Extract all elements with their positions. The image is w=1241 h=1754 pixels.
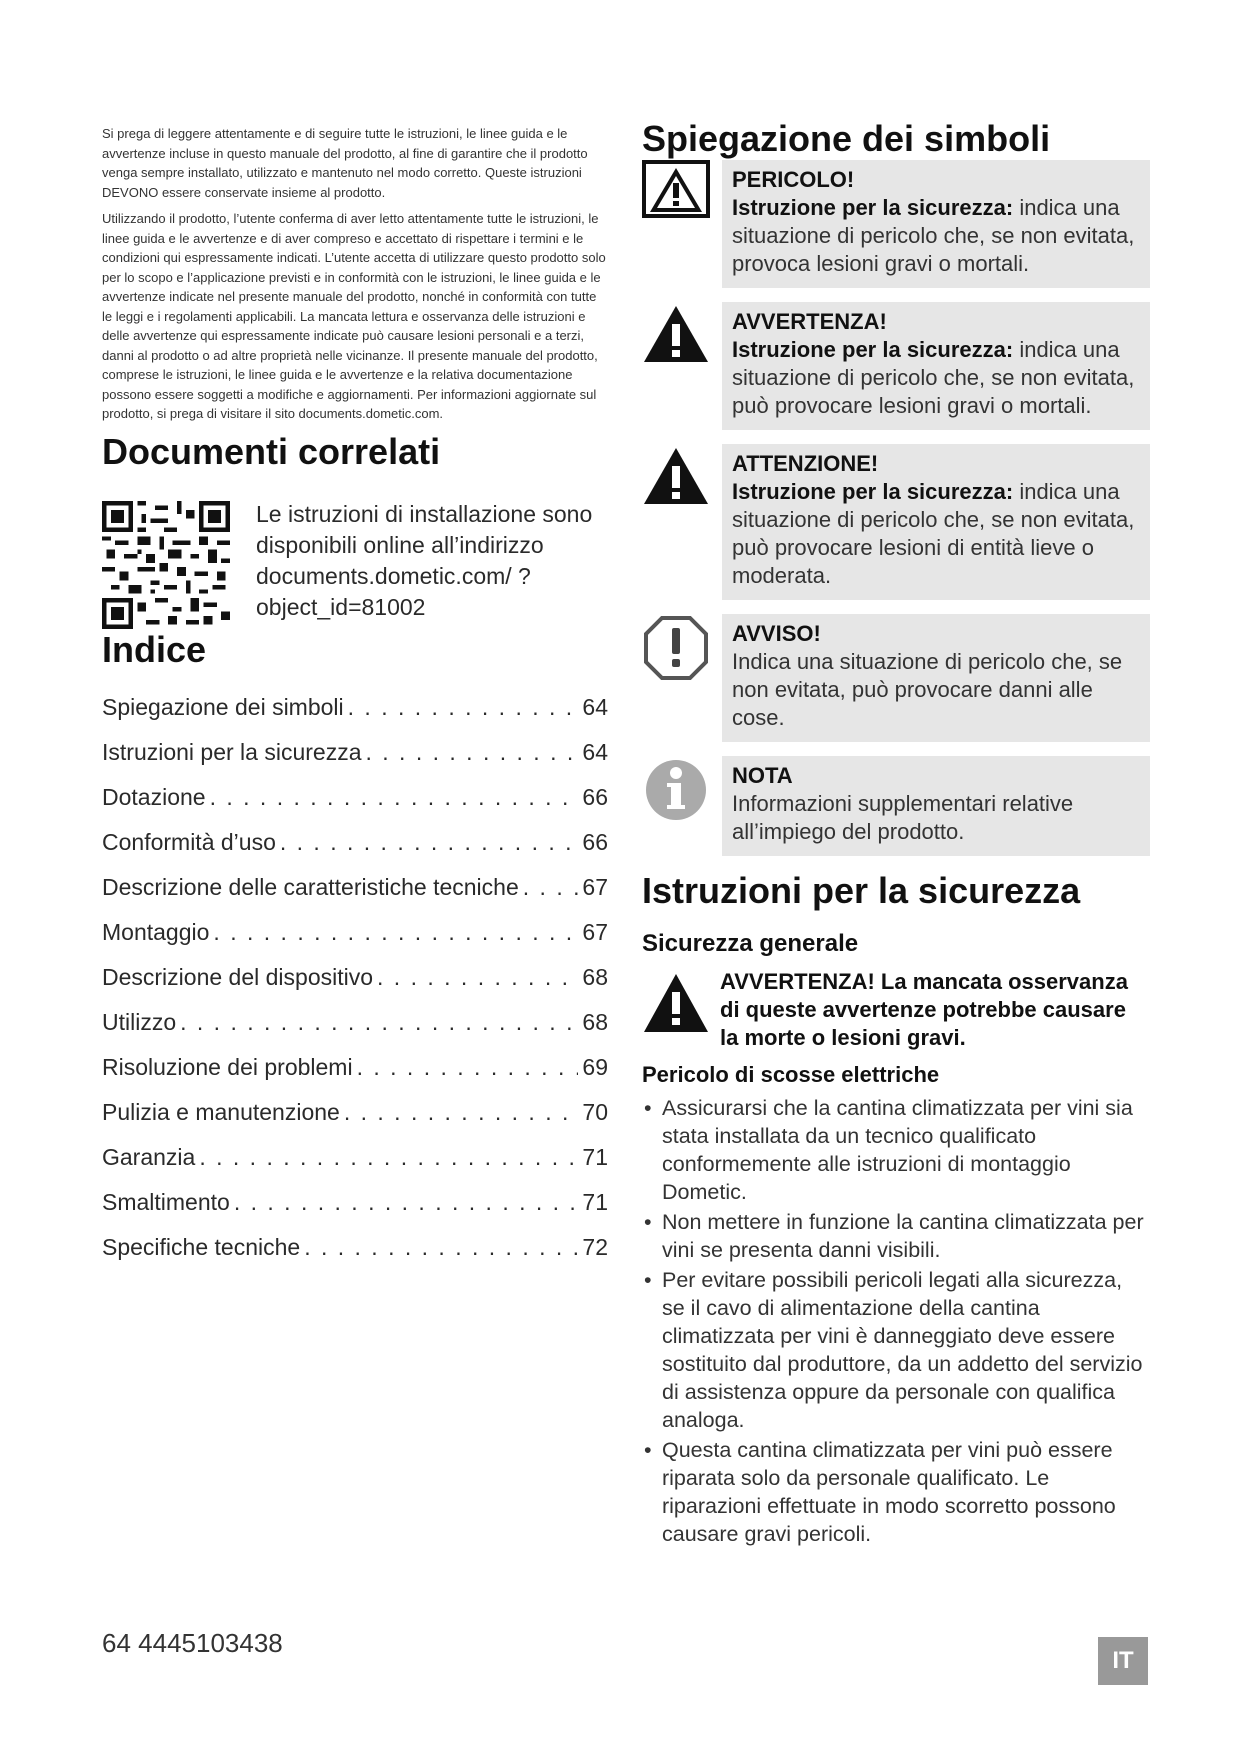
- safety-warning: [642, 968, 1150, 1052]
- toc-page: 72: [582, 1233, 608, 1260]
- related-docs-link[interactable]: documents.dometic.com/ ?object_id=81002: [256, 562, 531, 620]
- symbol-heading: AVVISO!: [732, 621, 821, 646]
- list-item: • Assicurarsi che la cantina climatizzata per vini sia stata installata da un tecnico qualificato conformemente alle istruzioni di montaggio Dometic.: [642, 1094, 1150, 1206]
- symbol-heading: AVVERTENZA!: [732, 309, 887, 334]
- symbol-description: [722, 756, 1150, 856]
- symbols-title: Spiegazione dei simboli: [642, 118, 1051, 159]
- toc-leader: [234, 1180, 579, 1225]
- intro-paragraph-2: Utilizzando il prodotto, l’utente conferma di aver letto attentamente tutte le istruzioni, le linee guida e le avvertenze e di aver compreso e accettato di rispettare i termini e le condizioni qui espressamente indicati. L’utente accetta di utilizzare questo prodotto solo per lo scopo e l’applicazione previsti e in conformità con le istruzioni, le linee guida e le avvertenze indicate nel presente manuale del prodotto, nonché in conformità con tutte le leggi e i regolamenti applicabili. La mancata lettura e osservanza delle istruzioni e delle avvertenze qui espressamente indicate può causare lesioni personali e a terzi, danni al prodotto o ad altre proprietà nelle vicinanze. Il presente manuale del prodotto, comprese le istruzioni, le linee guida e le avvertenze e la relativa documentazione possono essere soggetti a modifiche e aggiornamenti. Per informazioni aggiornate sul prodotto, si prega di visitare il sito documents.dometic.com.: [102, 211, 606, 421]
- left-column: [102, 124, 608, 1270]
- toc-entry[interactable]: [102, 1045, 608, 1090]
- right-column: [642, 118, 1150, 1550]
- symbol-text: indica una situazione di pericolo che, se non evitata, può provocare lesioni gravi o mortali.: [732, 337, 1135, 418]
- danger-icon: [642, 160, 710, 228]
- symbol-warning: [642, 302, 1150, 430]
- toc-entry[interactable]: [102, 1225, 608, 1270]
- toc-leader: [523, 865, 579, 910]
- toc-label: Specifiche tecniche: [102, 1233, 301, 1260]
- symbol-description: [722, 160, 1150, 288]
- toc-label: Smaltimento: [102, 1188, 230, 1215]
- warning-icon: [642, 972, 710, 1034]
- toc-page: 64: [582, 738, 608, 765]
- toc-leader: [280, 820, 579, 865]
- toc-label: Pulizia e manutenzione: [102, 1098, 340, 1125]
- related-docs-title: Documenti correlati: [102, 430, 441, 472]
- toc-label: Descrizione delle caratteristiche tecniche: [102, 873, 519, 900]
- symbol-heading: NOTA: [732, 763, 793, 788]
- toc-page: 71: [582, 1188, 608, 1215]
- toc-label: Dotazione: [102, 783, 206, 810]
- list-item: • Questa cantina climatizzata per vini può essere riparata solo da personale qualificato. Le riparazioni effettuate in modo scorretto possono causare gravi pericoli.: [642, 1436, 1150, 1548]
- table-of-contents: [102, 685, 608, 1270]
- language-badge: IT: [1098, 1637, 1148, 1685]
- toc-leader: [344, 1090, 579, 1135]
- symbol-description: [722, 302, 1150, 430]
- toc-entry[interactable]: [102, 820, 608, 865]
- toc-entry[interactable]: [102, 955, 608, 1000]
- toc-label: Montaggio: [102, 918, 210, 945]
- toc-entry[interactable]: [102, 1000, 608, 1045]
- toc-page: 66: [582, 783, 608, 810]
- toc-entry[interactable]: [102, 730, 608, 775]
- toc-page: 67: [582, 918, 608, 945]
- toc-page: 70: [582, 1098, 608, 1125]
- toc-leader: [304, 1225, 578, 1270]
- symbol-text: indica una situazione di pericolo che, se non evitata, può provocare lesioni di entità lieve o moderata.: [732, 479, 1135, 588]
- symbol-note: [642, 756, 1150, 856]
- symbol-text: Indica una situazione di pericolo che, se non evitata, può provocare danni alle cose.: [732, 649, 1123, 730]
- qr-code-icon[interactable]: [102, 501, 230, 629]
- symbol-danger: [642, 160, 1150, 288]
- symbol-heading: PERICOLO!: [732, 167, 855, 192]
- toc-leader: [348, 685, 579, 730]
- safety-warning-text: AVVERTENZA! La mancata osservanza di queste avvertenze potrebbe causare la morte o lesioni gravi.: [720, 969, 1128, 1050]
- toc-page: 68: [582, 1008, 608, 1035]
- safety-title: Istruzioni per la sicurezza: [642, 870, 1081, 911]
- symbol-text: Informazioni supplementari relative all’impiego del prodotto.: [732, 791, 1074, 844]
- toc-page: 66: [582, 828, 608, 855]
- index-title: Indice: [102, 628, 207, 670]
- related-docs-block: [102, 501, 608, 629]
- toc-page: 68: [582, 963, 608, 990]
- symbol-description: [722, 614, 1150, 742]
- toc-page: 71: [582, 1143, 608, 1170]
- caution-icon: [642, 444, 710, 512]
- symbol-text: indica una situazione di pericolo che, se non evitata, provoca lesioni gravi o mortali.: [732, 195, 1135, 276]
- toc-leader: [377, 955, 578, 1000]
- symbol-notice: [642, 614, 1150, 742]
- toc-label: Conformità d’uso: [102, 828, 276, 855]
- toc-leader: [357, 1045, 579, 1090]
- intro-paragraph-1: Si prega di leggere attentamente e di seguire tutte le istruzioni, le linee guida e le avvertenze incluse in questo manuale del prodotto, al fine di garantire che il prodotto venga sempre installato, utilizzato e mantenuto nel modo corretto. Queste istruzioni DEVONO essere conservate insieme al prodotto.: [102, 126, 588, 200]
- toc-leader: [199, 1135, 578, 1180]
- toc-entry[interactable]: [102, 910, 608, 955]
- toc-label: Spiegazione dei simboli: [102, 693, 344, 720]
- warning-icon: [642, 302, 710, 370]
- toc-entry[interactable]: [102, 1090, 608, 1135]
- toc-leader: [366, 730, 579, 775]
- symbol-caution: [642, 444, 1150, 600]
- symbol-description: [722, 444, 1150, 600]
- toc-entry[interactable]: [102, 1180, 608, 1225]
- symbol-heading: ATTENZIONE!: [732, 451, 879, 476]
- toc-entry[interactable]: [102, 1135, 608, 1180]
- toc-page: 67: [582, 873, 608, 900]
- toc-label: Istruzioni per la sicurezza: [102, 738, 362, 765]
- toc-label: Risoluzione dei problemi: [102, 1053, 353, 1080]
- list-item: • Non mettere in funzione la cantina climatizzata per vini se presenta danni visibili.: [642, 1208, 1150, 1264]
- electric-shock-heading: Pericolo di scosse elettriche: [642, 1062, 940, 1087]
- toc-entry[interactable]: [102, 685, 608, 730]
- toc-page: 69: [582, 1053, 608, 1080]
- notice-icon: [642, 614, 710, 682]
- general-safety-heading: Sicurezza generale: [642, 930, 859, 957]
- page-footer-code: 64 4445103438: [102, 1628, 283, 1658]
- toc-leader: [213, 910, 578, 955]
- list-item: • Per evitare possibili pericoli legati alla sicurezza, se il cavo di alimentazione della cantina climatizzata per vini è danneggiato deve essere sostituito dal produttore, da un addetto del servizio di assistenza oppure da personale con qualifica analoga.: [642, 1266, 1150, 1434]
- related-docs-text: Le istruzioni di installazione sono disponibili online all’indirizzo: [256, 500, 593, 558]
- toc-page: 64: [582, 693, 608, 720]
- toc-label: Garanzia: [102, 1143, 196, 1170]
- info-icon: [642, 756, 710, 824]
- safety-bullet-list: [642, 1094, 1150, 1548]
- toc-entry[interactable]: [102, 865, 608, 910]
- symbol-label: Istruzione per la sicurezza:: [732, 337, 1014, 362]
- symbol-label: Istruzione per la sicurezza:: [732, 195, 1014, 220]
- toc-label: Utilizzo: [102, 1008, 177, 1035]
- toc-leader: [180, 1000, 578, 1045]
- toc-leader: [210, 775, 579, 820]
- intro-text: [102, 124, 608, 424]
- toc-label: Descrizione del dispositivo: [102, 963, 374, 990]
- symbol-label: Istruzione per la sicurezza:: [732, 479, 1014, 504]
- toc-entry[interactable]: [102, 775, 608, 820]
